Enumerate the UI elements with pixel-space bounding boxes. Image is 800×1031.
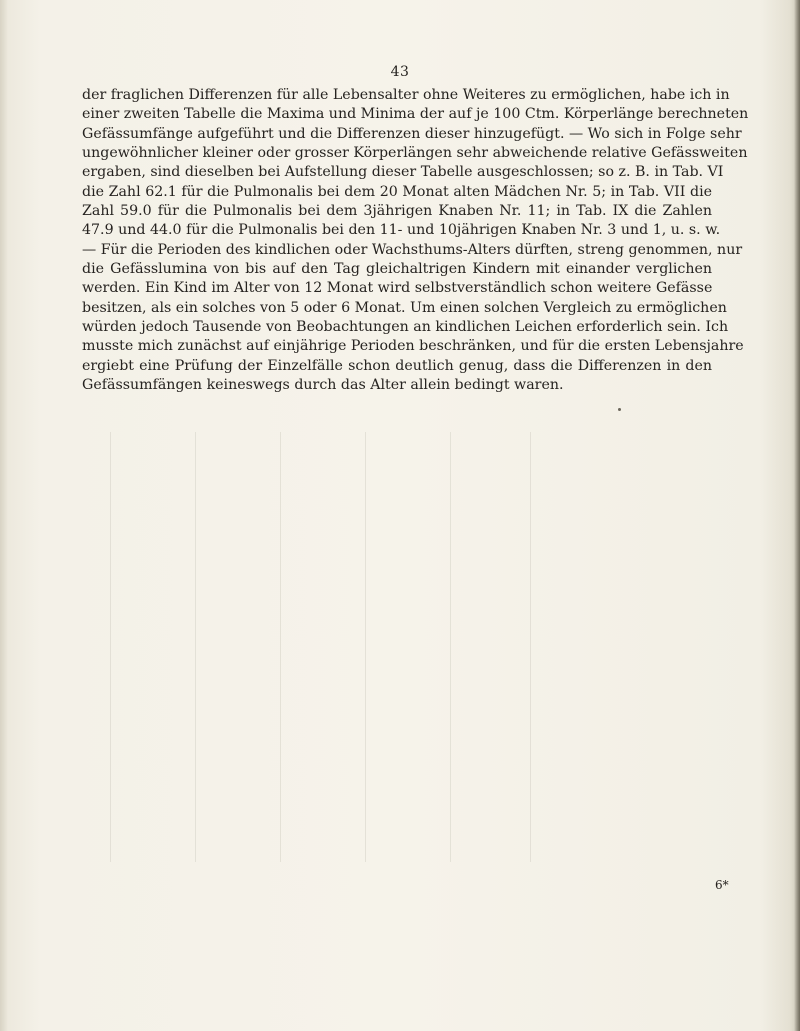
text-line: besitzen, als ein solches von 5 oder 6 Monat. Um einen solchen Vergleich zu ermöglichen [82, 299, 727, 316]
text-line: ungewöhnlicher kleiner oder grosser Körperlängen sehr abweichende relative Gefässweiten [82, 145, 748, 162]
bleed-through-rule [530, 432, 531, 862]
text-line: werden. Ein Kind im Alter von 12 Monat wird selbstverständlich schon weitere Gefässe [82, 280, 713, 297]
page-gutter-shadow [0, 0, 8, 1031]
text-line: die Zahl 62.1 für die Pulmonalis bei dem 20 Monat alten Mädchen Nr. 5; in Tab. VII die [82, 183, 712, 200]
page-edge-shadow [794, 0, 800, 1031]
text-line: die Gefässlumina von bis auf den Tag gleichaltrigen Kindern mit einander verglichen [82, 261, 712, 278]
text-line: ergiebt eine Prüfung der Einzelfälle schon deutlich genug, dass die Differenzen in den [82, 357, 712, 374]
signature-mark: 6* [715, 878, 729, 892]
bleed-through-rule [450, 432, 451, 862]
bleed-through-table [110, 432, 530, 862]
text-line: einer zweiten Tabelle die Maxima und Minima der auf je 100 Ctm. Körperlänge berechneten [82, 106, 749, 123]
body-paragraph [82, 86, 749, 396]
text-line: Zahl 59.0 für die Pulmonalis bei dem 3jährigen Knaben Nr. 11; in Tab. IX die Zahlen [82, 203, 712, 220]
bleed-through-rule [365, 432, 366, 862]
page-number: 43 [390, 64, 410, 80]
text-line: musste mich zunächst auf einjährige Perioden beschränken, und für die ersten Lebensjahre [82, 338, 744, 355]
text-line: 47.9 und 44.0 für die Pulmonalis bei den 11- und 10jährigen Knaben Nr. 3 und 1, u. s. w. [82, 222, 721, 239]
bleed-through-rule [195, 432, 196, 862]
text-line: ergaben, sind dieselben bei Aufstellung dieser Tabelle ausgeschlossen; so z. B. in Tab. VI [82, 164, 724, 181]
text-line: Gefässumfängen keineswegs durch das Alter allein bedingt waren. [82, 377, 564, 394]
bleed-through-rule [110, 432, 111, 862]
text-line: würden jedoch Tausende von Beobachtungen an kindlichen Leichen erforderlich sein. Ich [82, 319, 729, 336]
ink-speck [618, 408, 621, 411]
text-line: der fraglichen Differenzen für alle Lebensalter ohne Weiteres zu ermöglichen, habe ich in [82, 87, 730, 103]
bleed-through-rule [280, 432, 281, 862]
text-line: Gefässumfänge aufgeführt und die Differenzen dieser hinzugefügt. — Wo sich in Folge sehr [82, 125, 742, 142]
text-line: — Für die Perioden des kindlichen oder Wachsthums-Alters dürften, streng genommen, nur [82, 241, 743, 258]
